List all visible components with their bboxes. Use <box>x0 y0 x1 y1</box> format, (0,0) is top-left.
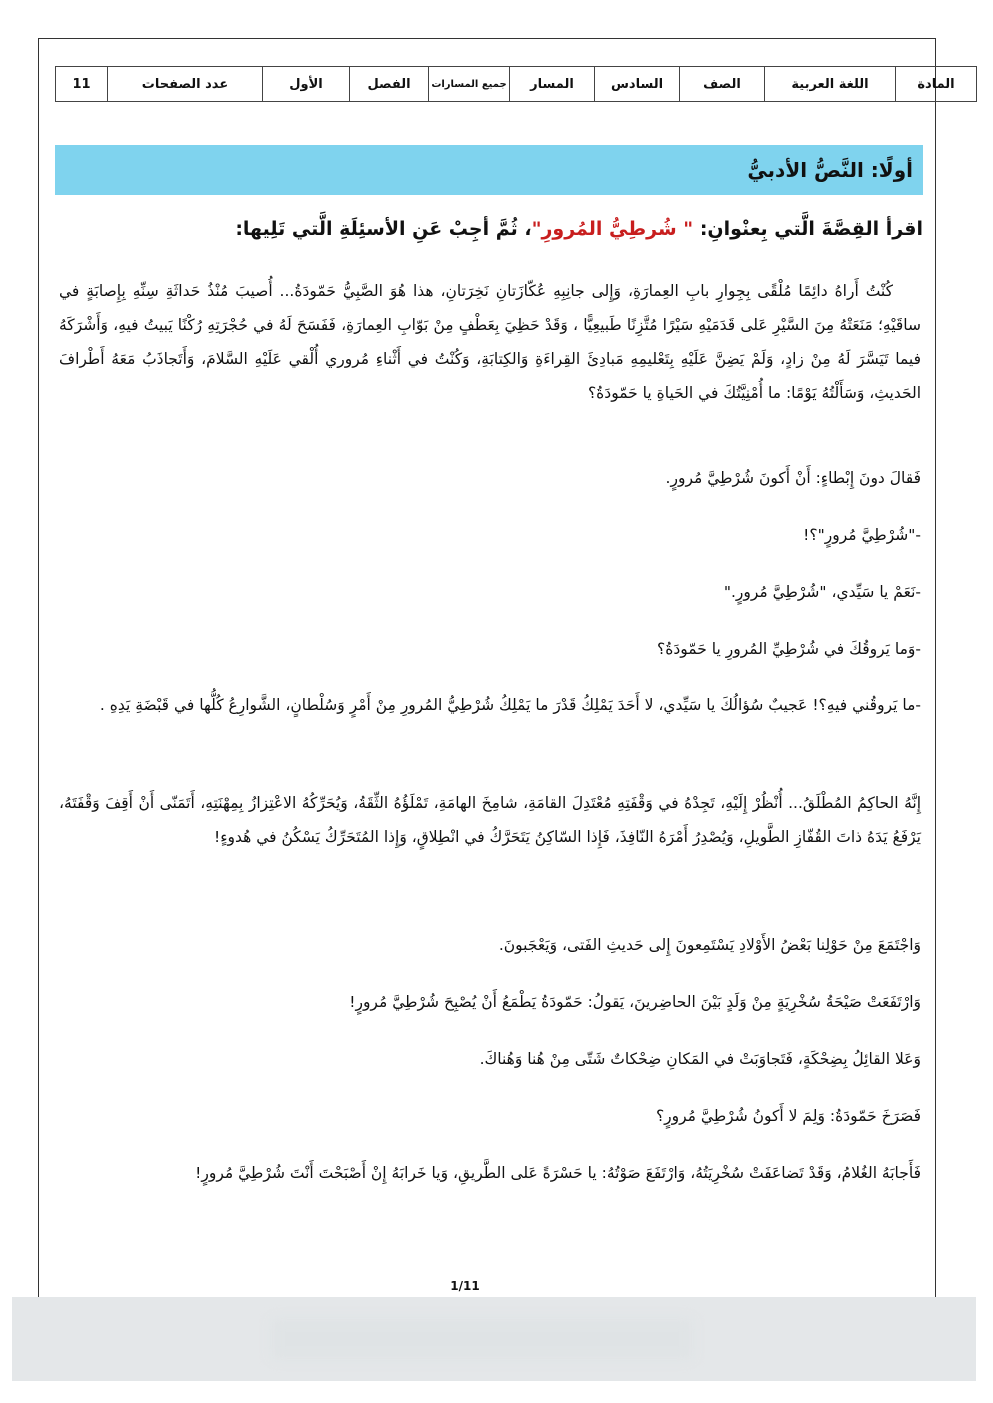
story-paragraph-4: وَاجْتَمَعَ مِنْ حَوْلِنا بَعْضُ الأَوْلادِ يَسْتَمِعونَ إِلى حَديثِ الفَتى، وَيَعْجَبونَ. <box>498 936 921 954</box>
subject-value: اللغة العربية <box>765 67 896 102</box>
page-count-label: عدد الصفحات <box>108 67 263 102</box>
story-paragraph-1: كُنْتُ أَراهُ دائِمًا مُلْقًى بِجِوارِ بابِ العِمارَةِ، وَإِلى جانِبِهِ عُكّازَتانِ نَخِرَتانِ، هذا هُوَ الصَّبِيُّ حَمّودَةُ... أُصيبَ مُنْذُ حَداثَةِ سِنِّهِ بِإِصابَةٍ في ساقَيْهِ؛ مَنَعَتْهُ مِنَ السَّيْرِ عَلى قَدَمَيْهِ سَيْرًا مُتَّزِنًا طَبيعِيًّا ، وَقَدْ حَظِيَ بِعَطْفٍ مِنْ بَوّابِ العِمارَةِ، فَفَسَحَ لَهُ في حُجْرَتِهِ رُكْنًا يَبيتُ فيهِ، وَأَشْرَكَهُ فيما تَيَسَّرَ لَهُ مِنْ زادٍ، وَلَمْ يَضِنَّ عَلَيْهِ بِتَعْليمِهِ مَبادِئَ القِراءَةِ وَالكِتابَةِ، وَكُنْتُ في أَثْناءِ مُروري أُلْقي عَلَيْهِ السَّلامَ، وَأَتَجاذَبُ مَعَهُ أَطْرافَ الحَديثِ، وَسَأَلْتُهُ يَوْمًا: ما أُمْنِيَّتُكَ في الحَياةِ يا حَمّودَةُ؟ <box>59 282 921 402</box>
story-dialogue-4: -ما يَروقُني فيهِ؟! عَجيبٌ سُؤالُكَ يا سَيِّدي، لا أَحَدَ يَمْلِكُ قَدْرَ ما يَمْلِكُ شُرْطِيُّ المُرورِ مِنْ أَمْرٍ وَسُلْطانٍ، الشَّوارِعُ كُلُّها في قَبْضَةِ يَدِهِ . <box>99 696 921 714</box>
story-paragraph-2: فَقالَ دونَ إِبْطاءٍ: أَنْ أَكونَ شُرْطِيَّ مُرورٍ. <box>665 469 921 487</box>
story-paragraph-8: فَأَجابَهُ الغُلامُ، وَقَدْ تَضاعَفَتْ سُخْرِيَتُهُ، وَارْتَفَعَ صَوْتُهُ: يا حَسْرَةً عَلى الطَّريقِ، وَيا خَرابَهُ إِنْ أَصْبَحْتَ أَنْتَ شُرْطِيَّ مُرورٍ! <box>195 1164 921 1182</box>
instruction-after: ، ثُمَّ أجِبْ عَنِ الأسئِلَةِ الَّتي تَلِيها: <box>235 218 532 240</box>
reading-instruction <box>63 212 923 246</box>
scan-bleed-through <box>272 1319 692 1359</box>
page-number: 1/11 <box>450 1279 480 1293</box>
track-value: جميع المسارات <box>429 67 510 102</box>
story-dialogue-2: -نَعَمْ يا سَيِّدي، "شُرْطِيَّ مُرورٍ." <box>723 583 921 601</box>
instruction-before: اقرأ القِصَّةَ الَّتي بِعنْوانِ: <box>693 218 923 240</box>
track-label: المسار <box>510 67 595 102</box>
section-title-band <box>55 145 923 195</box>
story-paragraph-6: وَعَلا القائِلُ بِضِحْكَةٍ، فَتَجاوَبَتْ في المَكانِ ضِحْكاتٌ شَتّى مِنْ هُنا وَهُناكَ. <box>479 1050 921 1068</box>
grade-label: الصف <box>680 67 765 102</box>
story-dialogue-1: -"شُرْطِيَّ مُرورٍ"؟! <box>803 526 921 544</box>
semester-label: الفصل <box>350 67 429 102</box>
story-dialogue-3: -وَما يَروقُكَ في شُرْطِيِّ المُرورِ يا حَمّودَةُ؟ <box>657 640 921 658</box>
section-title: أولًا: النَّصُّ الأدبيُّ <box>747 158 913 182</box>
subject-label: المادة <box>896 67 977 102</box>
story-title: " شُرطِيُّ المُرورِ" <box>531 218 694 240</box>
story-paragraph-7: فَصَرَخَ حَمّودَةُ: وَلِمَ لا أَكونُ شُرْطِيَّ مُرورٍ؟ <box>655 1107 921 1125</box>
story-paragraph-5: وَارْتَفَعَتْ صَيْحَةُ سُخْرِيَةٍ مِنْ وَلَدٍ بَيْنَ الحاضِرينَ، يَقولُ: حَمّودَةُ يَطْمَعُ أَنْ يُصْبِحَ شُرْطِيَّ مُرورٍ! <box>349 993 921 1011</box>
story-paragraph-3: إِنَّهُ الحاكِمُ المُطْلَقُ... أُنْظُرْ إِلَيْهِ، تَجِدْهُ في وَقْفَتِهِ مُعْتَدِلَ القامَةِ، شامِخَ الهامَةِ، تَمْلَؤُهُ الثِّقَةُ، وَيُحَرِّكُهُ الاعْتِزازُ بِمِهْنَتِهِ، أَتَمَنّى أَنْ أَقِفَ وَقْفَتَهُ، يَرْفَعُ يَدَهُ ذاتَ القُفّازِ الطَّويلِ، وَيُصْدِرُ أَمْرَهُ النّافِذَ، فَإِذا السّاكِنُ يَتَحَرَّكُ في انْطِلاقٍ، وَإِذا المُتَحَرِّكُ يَسْكُنُ في هُدوءٍ! <box>59 794 921 846</box>
header-info-table <box>55 66 977 102</box>
semester-value: الأول <box>263 67 350 102</box>
scan-bottom-strip <box>12 1297 976 1381</box>
page-count-value: 11 <box>56 67 108 102</box>
grade-value: السادس <box>595 67 680 102</box>
